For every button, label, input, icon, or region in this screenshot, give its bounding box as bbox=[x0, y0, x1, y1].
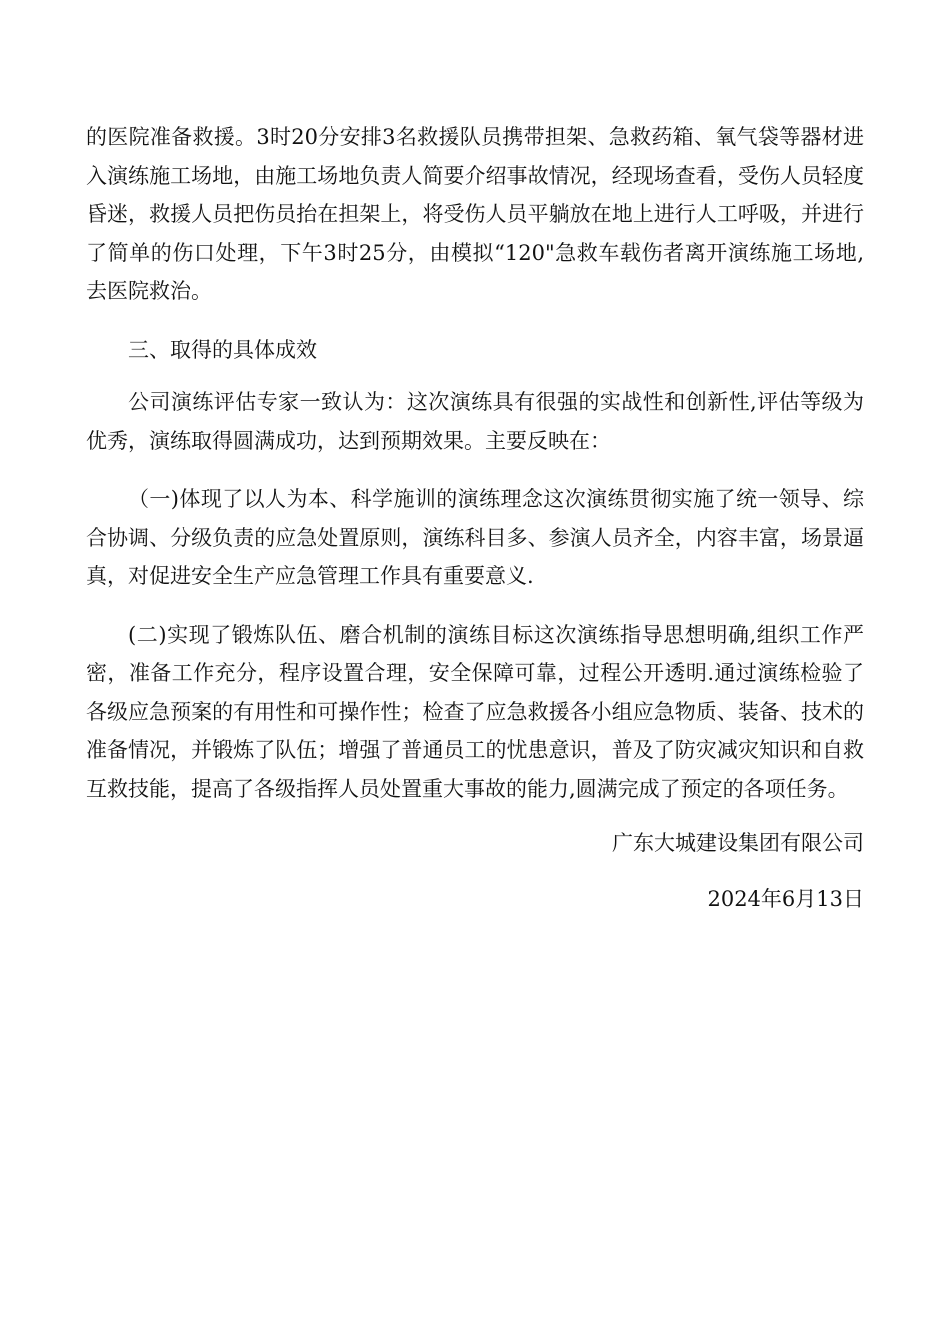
paragraph-point-one: （一)体现了以人为本、科学施训的演练理念这次演练贯彻实施了统一领导、综合协调、分级负责的应急处置原则，演练科目多、参演人员齐全，内容丰富，场景逼真，对促进安全生产应急管理工作具有重要意义. bbox=[86, 487, 864, 588]
signature-organization: 广东大城建设集团有限公司 bbox=[612, 831, 864, 855]
signature-date: 2024年6月13日 bbox=[707, 886, 864, 911]
section-heading-results: 三、取得的具体成效 bbox=[128, 337, 317, 362]
paragraph-rescue-process: 的医院准备救援。3时20分安排3名救援队员携带担架、急救药箱、氧气袋等器材进入演练施工场地，由施工场地负责人简要介绍事故情况，经现场查看，受伤人员轻度昏迷，救援人员把伤员抬在担架上，将受伤人员平躺放在地上进行人工呼吸，并进行了简单的伤口处理，下午3时25分，由模拟“120"急救车载伤者离开演练施工场地,去医院救治。 bbox=[86, 125, 864, 303]
paragraph-point-two: (二)实现了锻炼队伍、磨合机制的演练目标这次演练指导思想明确,组织工作严密，准备工作充分，程序设置合理，安全保障可靠，过程公开透明.通过演练检验了各级应急预案的有用性和可操作性；检查了应急救援各小组应急物质、装备、技术的准备情况，并锻炼了队伍；增强了普通员工的忧患意识，普及了防灾减灾知识和自救互救技能，提高了各级指挥人员处置重大事故的能力,圆满完成了预定的各项任务。 bbox=[86, 622, 864, 801]
paragraph-expert-evaluation: 公司演练评估专家一致认为：这次演练具有很强的实战性和创新性,评估等级为优秀，演练取得圆满成功，达到预期效果。主要反映在： bbox=[86, 390, 864, 453]
document-page bbox=[86, 118, 864, 918]
